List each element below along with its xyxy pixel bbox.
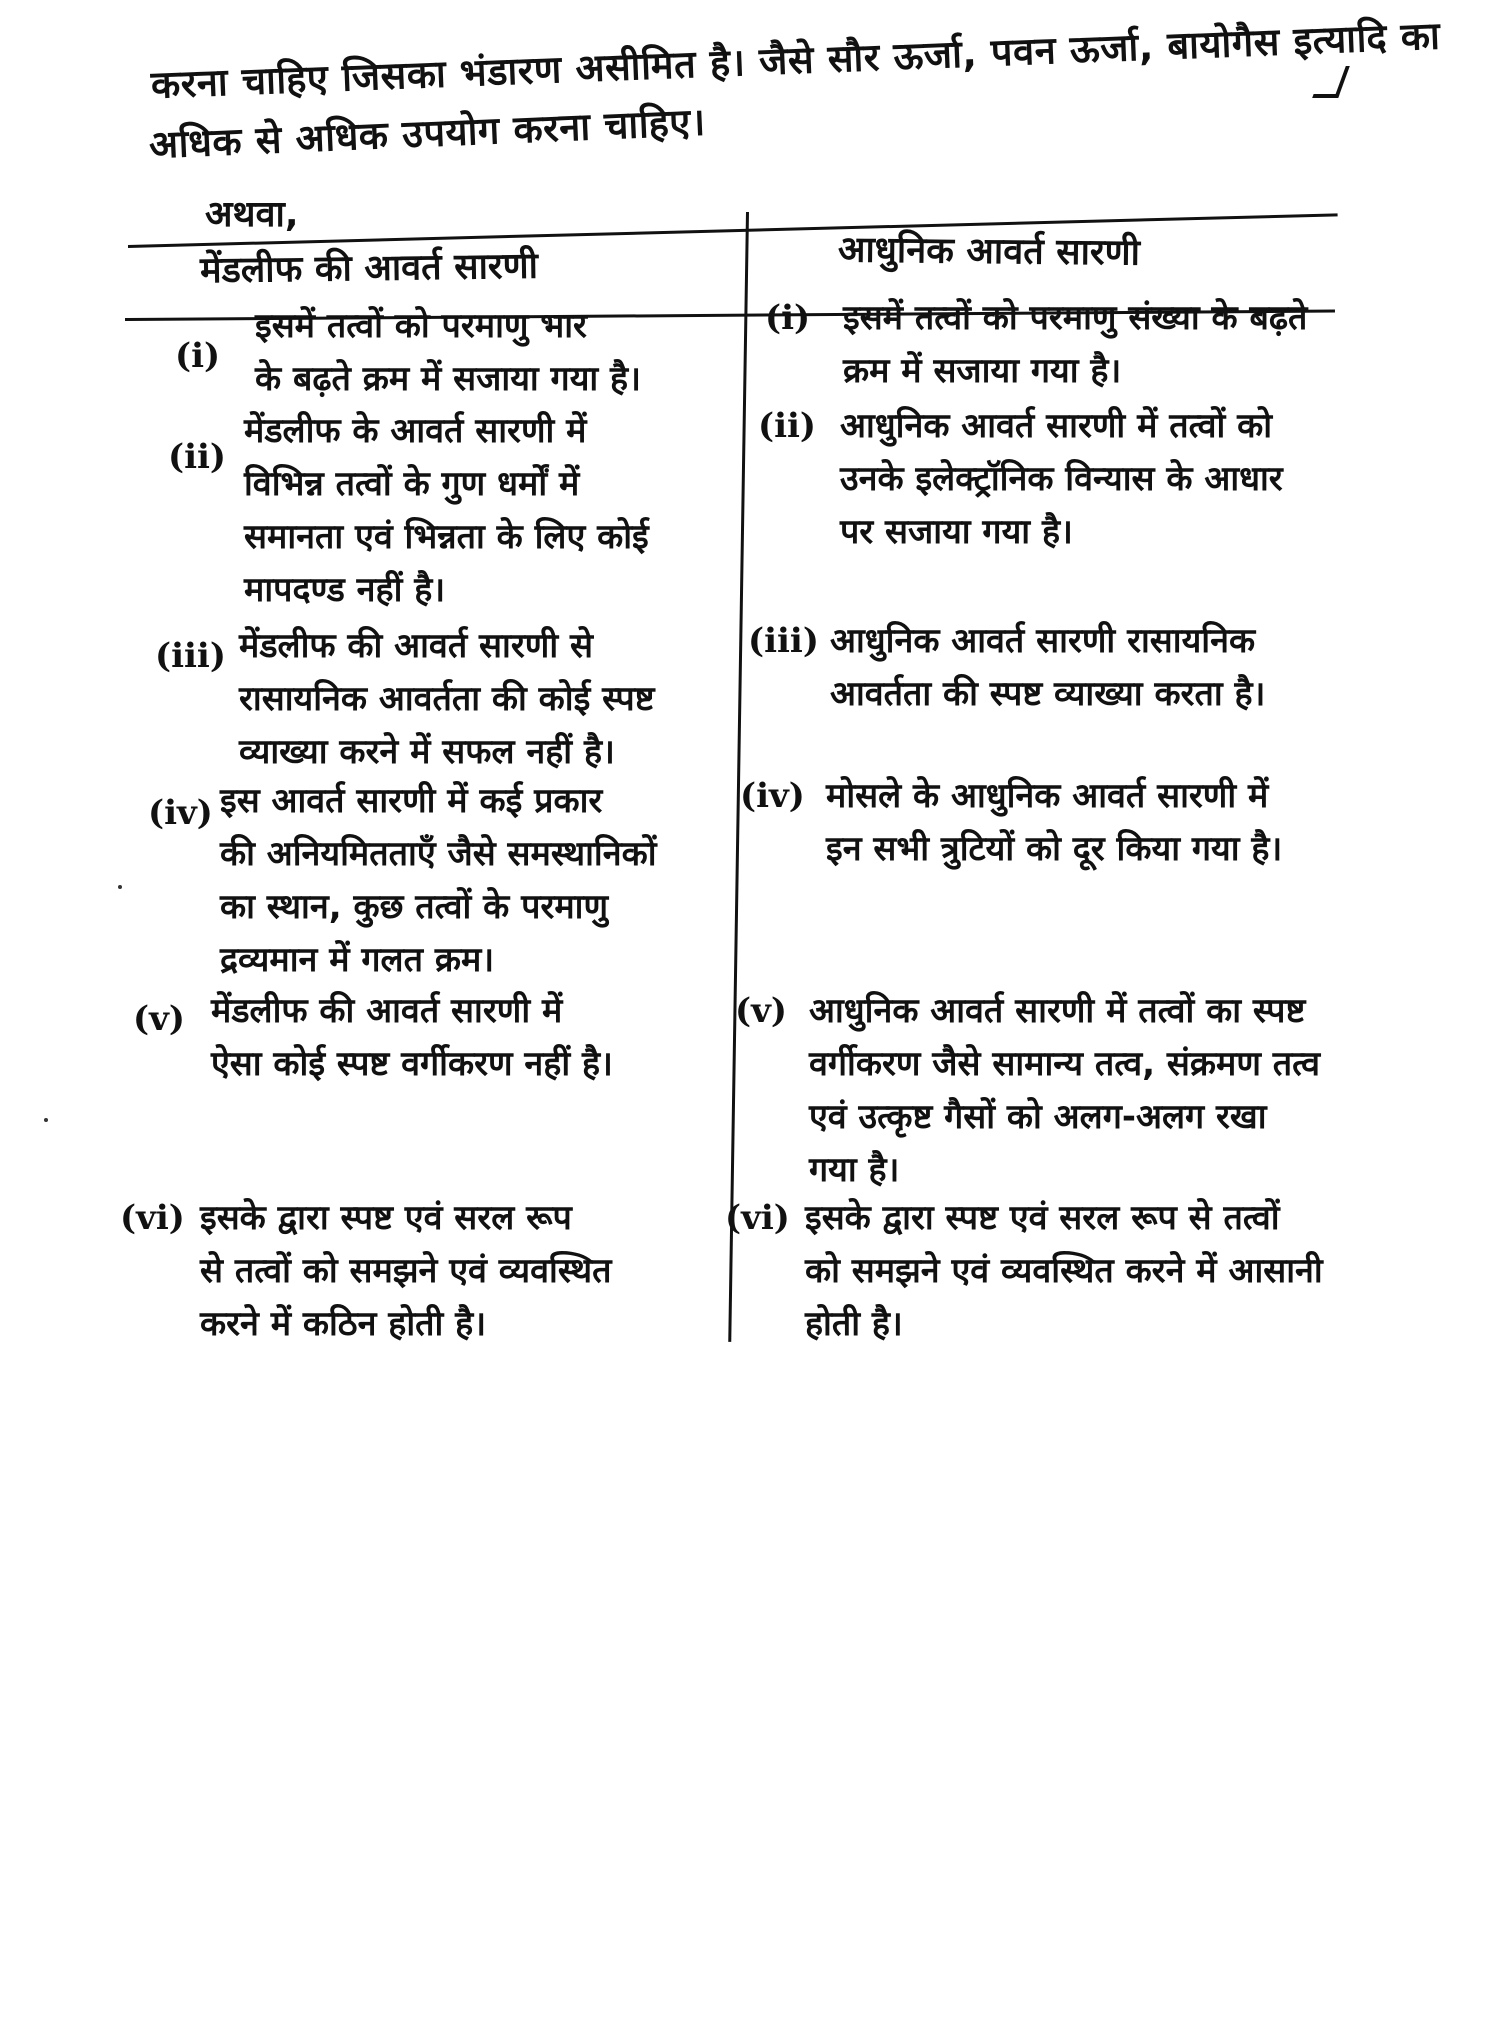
item-number: (iii) xyxy=(748,621,819,661)
item-number: (i) xyxy=(175,336,221,376)
item-text xyxy=(840,400,1283,559)
scan-speck xyxy=(118,885,122,889)
item-text xyxy=(255,300,641,406)
item-line: से तत्वों को समझने एवं व्यवस्थित xyxy=(200,1251,612,1291)
item-line: रासायनिक आवर्तता की कोई स्पष्ट xyxy=(239,679,655,719)
item-line: की अनियमितताएँ जैसे समस्थानिकों xyxy=(220,834,657,874)
item-number: (iv) xyxy=(148,793,213,833)
item-line: इस आवर्त सारणी में कई प्रकार xyxy=(220,781,603,821)
item-text xyxy=(809,985,1320,1197)
item-text xyxy=(805,1192,1323,1351)
item-line: करने में कठिन होती है। xyxy=(200,1304,487,1344)
item-text xyxy=(220,775,657,987)
item-line: मापदण्ड नहीं है। xyxy=(244,570,446,610)
item-text xyxy=(244,405,649,617)
item-text xyxy=(830,615,1265,721)
item-line: इसमें तत्वों को परमाणु भार xyxy=(255,306,587,346)
item-number: (iv) xyxy=(740,776,805,816)
item-line: के बढ़ते क्रम में सजाया गया है। xyxy=(255,359,641,399)
item-line: आवर्तता की स्पष्ट व्याख्या करता है। xyxy=(830,674,1266,714)
item-line: इसमें तत्वों को परमाणु संख्या के बढ़ते xyxy=(843,298,1308,338)
corner-mark xyxy=(1312,66,1350,98)
header-modern-table: आधुनिक आवर्त सारणी xyxy=(837,229,1141,274)
item-line: होती है। xyxy=(805,1304,903,1344)
item-line: इन सभी त्रुटियों को दूर किया गया है। xyxy=(826,829,1283,869)
item-line: पर सजाया गया है। xyxy=(840,512,1073,552)
item-text xyxy=(200,1192,612,1351)
item-line: मेंडलीफ की आवर्त सारणी में xyxy=(211,991,563,1031)
item-text xyxy=(826,770,1282,876)
item-line: आधुनिक आवर्त सारणी में तत्वों का स्पष्ट xyxy=(809,991,1306,1031)
item-line: एवं उत्कृष्ट गैसों को अलग-अलग रखा xyxy=(809,1097,1267,1137)
item-line: व्याख्या करने में सफल नहीं है। xyxy=(239,732,615,772)
item-line: मेंडलीफ की आवर्त सारणी से xyxy=(239,626,593,666)
scan-speck xyxy=(44,1118,48,1122)
item-number: (vi) xyxy=(120,1198,185,1238)
item-text xyxy=(211,985,613,1091)
item-line: इसके द्वारा स्पष्ट एवं सरल रूप से तत्वों xyxy=(805,1198,1280,1238)
intro-line-1: करना चाहिए जिसका भंडारण असीमित है। जैसे सौर ऊर्जा, पवन ऊर्जा, बायोगैस इत्यादि का xyxy=(150,13,1442,107)
athva-label: अथवा, xyxy=(205,194,299,235)
item-number: (vi) xyxy=(725,1198,790,1238)
item-number: (v) xyxy=(735,991,787,1031)
item-line: मोसले के आधुनिक आवर्त सारणी में xyxy=(826,776,1269,816)
item-line: आधुनिक आवर्त सारणी रासायनिक xyxy=(830,621,1256,661)
item-line: मेंडलीफ के आवर्त सारणी में xyxy=(244,411,587,451)
item-number: (iii) xyxy=(155,636,226,676)
item-line: आधुनिक आवर्त सारणी में तत्वों को xyxy=(840,406,1273,446)
item-line: समानता एवं भिन्नता के लिए कोई xyxy=(244,517,649,557)
item-line: इसके द्वारा स्पष्ट एवं सरल रूप xyxy=(200,1198,572,1238)
item-line: विभिन्न तत्वों के गुण धर्मों में xyxy=(244,464,580,504)
item-number: (ii) xyxy=(168,437,227,477)
item-line: ऐसा कोई स्पष्ट वर्गीकरण नहीं है। xyxy=(211,1044,613,1084)
item-number: (v) xyxy=(133,999,185,1039)
intro-line-2: अधिक से अधिक उपयोग करना चाहिए। xyxy=(148,99,707,167)
item-text xyxy=(239,620,655,779)
item-line: उनके इलेक्ट्रॉनिक विन्यास के आधार xyxy=(840,459,1283,499)
item-line: द्रव्यमान में गलत क्रम। xyxy=(220,940,495,980)
item-line: गया है। xyxy=(809,1150,900,1190)
header-mendeleev-table: मेंडलीफ की आवर्त सारणी xyxy=(199,245,539,292)
item-text xyxy=(843,292,1307,398)
item-line: वर्गीकरण जैसे सामान्य तत्व, संक्रमण तत्व xyxy=(809,1044,1321,1084)
item-number: (i) xyxy=(765,298,811,338)
item-line: को समझने एवं व्यवस्थित करने में आसानी xyxy=(805,1251,1323,1291)
item-line: क्रम में सजाया गया है। xyxy=(843,351,1122,391)
item-number: (ii) xyxy=(758,406,817,446)
item-line: का स्थान, कुछ तत्वों के परमाणु xyxy=(220,887,609,927)
